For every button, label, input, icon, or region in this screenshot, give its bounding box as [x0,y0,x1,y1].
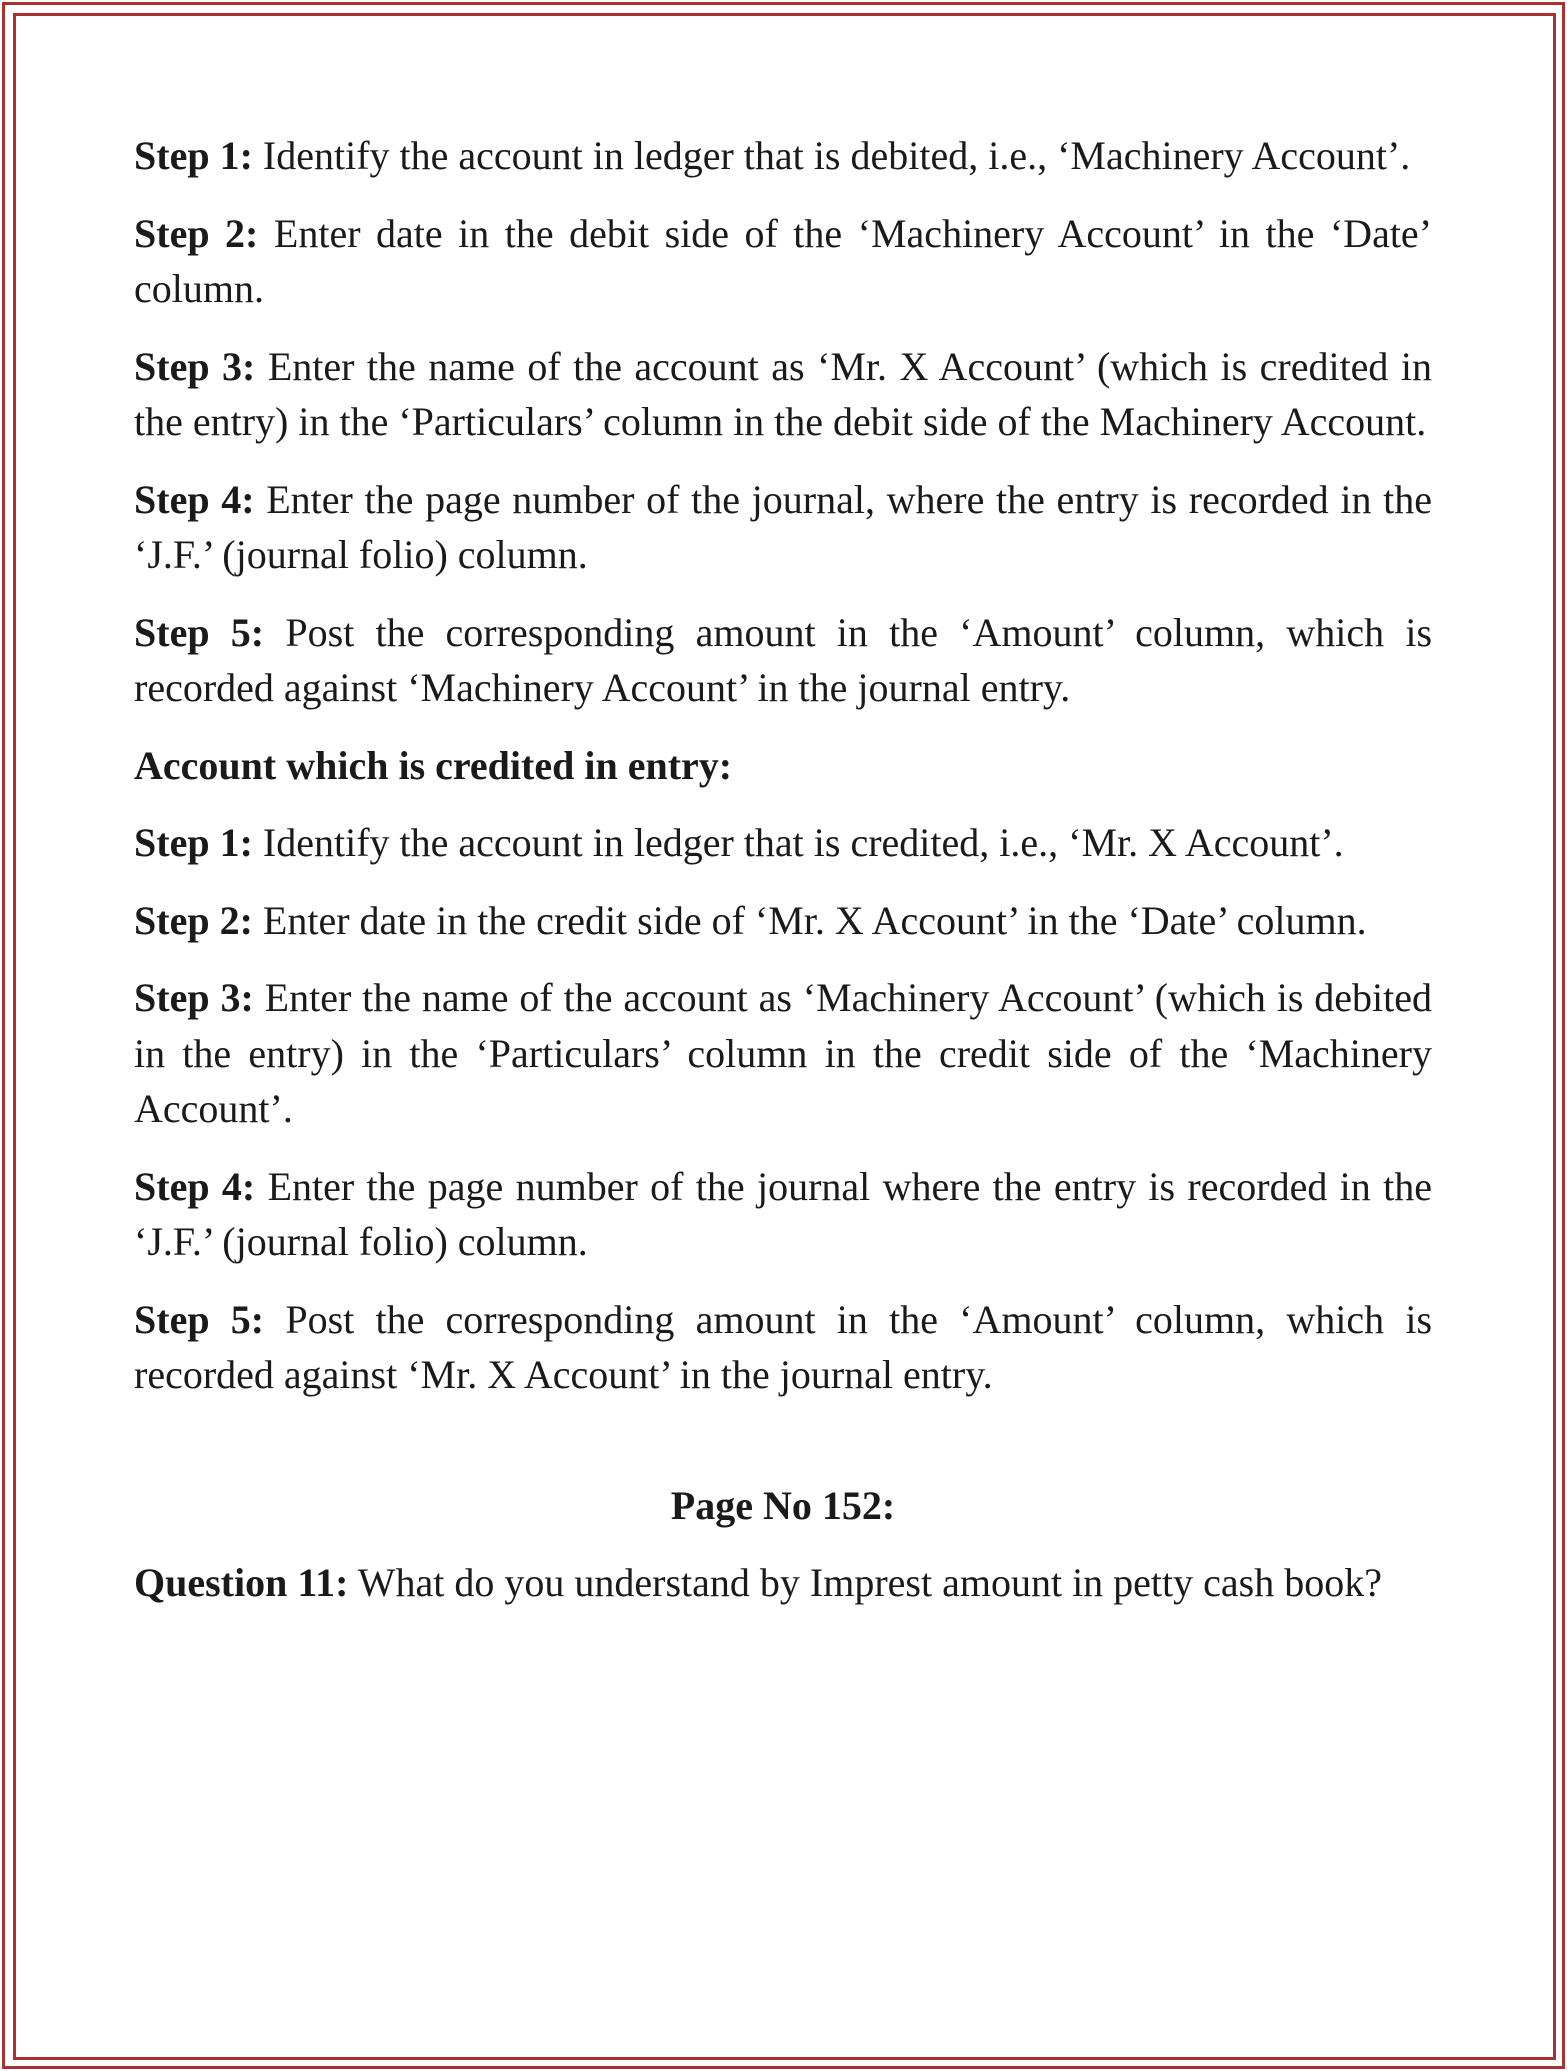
step-label: Step 1: [134,820,253,865]
step-text: Identify the account in ledger that is debited, i.e., ‘Machinery Account’. [262,133,1411,178]
debit-step-3 [134,339,1432,450]
step-text: Enter the name of the account as ‘Machinery Account’ (which is debited in the entry) in the ‘Particulars’ column in the credit side of the ‘Machinery Account’. [134,975,1433,1131]
debit-step-1 [134,128,1432,184]
debit-step-4 [134,472,1432,583]
step-label: Step 3: [134,975,254,1020]
page-number-heading: Page No 152: [670,1482,896,1528]
credit-section-heading: Account which is credited in entry: [134,742,733,788]
question-11 [134,1555,1432,1611]
debit-step-2 [134,206,1432,317]
step-label: Step 3: [134,343,256,389]
step-text: Identify the account in ledger that is credited, i.e., ‘Mr. X Account’. [262,820,1344,865]
document-body [134,128,1432,1611]
step-label: Step 4: [134,1163,256,1209]
step-text: Post the corresponding amount in the ‘Amount’ column, which is recorded against ‘Mr. X Account’ in the journal entry. [134,1296,1433,1397]
credit-step-4 [134,1159,1432,1270]
credit-step-2 [134,893,1432,949]
step-label: Step 5: [134,609,265,655]
step-text: Enter date in the debit side of the ‘Machinery Account’ in the ‘Date’ column. [134,210,1433,311]
step-label: Step 1: [134,133,253,178]
question-text: What do you understand by Imprest amount in petty cash book? [357,1560,1382,1605]
credit-step-3 [134,970,1432,1137]
step-text: Enter the page number of the journal, where the entry is recorded in the ‘J.F.’ (journal folio) column. [134,476,1433,577]
step-text: Enter date in the credit side of ‘Mr. X Account’ in the ‘Date’ column. [262,897,1367,943]
question-label: Question 11: [134,1560,349,1605]
credit-step-5 [134,1292,1432,1403]
credit-step-1 [134,815,1432,871]
step-text: Enter the page number of the journal where the entry is recorded in the ‘J.F.’ (journal folio) column. [134,1163,1432,1264]
step-text: Enter the name of the account as ‘Mr. X Account’ (which is credited in the entry) in the ‘Particulars’ column in the debit side of the Machinery Account. [134,343,1433,444]
step-label: Step 4: [134,476,255,522]
step-label: Step 2: [134,897,253,943]
step-text: Post the corresponding amount in the ‘Amount’ column, which is recorded against ‘Machinery Account’ in the journal entry. [134,609,1433,710]
step-label: Step 2: [134,210,259,256]
step-label: Step 5: [134,1296,265,1342]
debit-step-5 [134,605,1432,716]
